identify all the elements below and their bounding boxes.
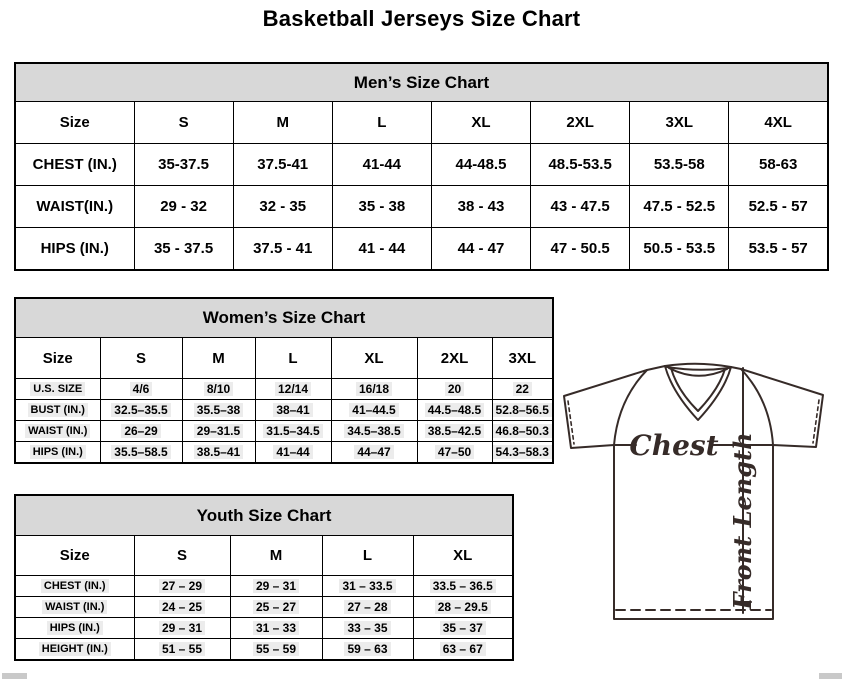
front-length-label: Front Length: [728, 432, 757, 610]
collar-band-line: [667, 367, 729, 370]
vneck-inner: [671, 368, 725, 411]
column-header: L: [332, 102, 431, 144]
table-row: [15, 298, 553, 338]
cell: 31 – 33: [230, 618, 322, 639]
column-header: S: [100, 338, 182, 379]
column-header: 2XL: [417, 338, 492, 379]
row-label: HEIGHT (IN.): [15, 639, 134, 661]
table-row: [15, 63, 828, 102]
cell: 47.5 - 52.5: [630, 186, 729, 228]
row-label: CHEST (IN.): [15, 144, 134, 186]
cell: 29 – 31: [230, 576, 322, 597]
cell: 34.5–38.5: [331, 421, 417, 442]
table-row: [15, 228, 828, 271]
cell: 53.5-58: [630, 144, 729, 186]
column-header: XL: [413, 536, 513, 576]
cell: 52.8–56.5: [492, 400, 553, 421]
cell: 38 - 43: [431, 186, 530, 228]
table-row: [15, 576, 513, 597]
chest-label: Chest: [629, 429, 719, 462]
womens-size-chart-table: [14, 297, 554, 464]
table-row: [15, 102, 828, 144]
page-fragment-right: [819, 673, 842, 679]
column-header: S: [134, 536, 230, 576]
table-row: [15, 379, 553, 400]
cell: 50.5 - 53.5: [630, 228, 729, 271]
table-row: [15, 400, 553, 421]
collar-back-line: [665, 364, 731, 367]
cell: 44.5–48.5: [417, 400, 492, 421]
table-row: [15, 639, 513, 661]
table-row: [15, 618, 513, 639]
cell: 38.5–41: [182, 442, 255, 464]
cell: 44 - 47: [431, 228, 530, 271]
cell: 58-63: [729, 144, 828, 186]
column-header: 2XL: [531, 102, 630, 144]
cell: 4/6: [100, 379, 182, 400]
jersey-measurement-diagram: [550, 358, 838, 626]
table-row: [15, 495, 513, 536]
column-header: L: [255, 338, 331, 379]
womens-chart-title: Women’s Size Chart: [15, 298, 553, 338]
cell: 35 – 37: [413, 618, 513, 639]
cell: 51 – 55: [134, 639, 230, 661]
cell: 33 – 35: [322, 618, 413, 639]
row-label: BUST (IN.): [15, 400, 100, 421]
table-row: [15, 144, 828, 186]
page-title: Basketball Jerseys Size Chart: [262, 6, 581, 31]
cell: 32 - 35: [233, 186, 332, 228]
cell: 33.5 – 36.5: [413, 576, 513, 597]
column-header: 3XL: [630, 102, 729, 144]
cell: 53.5 - 57: [729, 228, 828, 271]
cell: 55 – 59: [230, 639, 322, 661]
column-header: 3XL: [492, 338, 553, 379]
row-label: HIPS (IN.): [15, 228, 134, 271]
cell: 35-37.5: [134, 144, 233, 186]
table-row: [15, 442, 553, 464]
cell: 35 - 38: [332, 186, 431, 228]
youth-chart-title: Youth Size Chart: [15, 495, 513, 536]
row-label: WAIST (IN.): [15, 421, 100, 442]
column-header: M: [233, 102, 332, 144]
cell: 47–50: [417, 442, 492, 464]
cell: 37.5 - 41: [233, 228, 332, 271]
jersey-diagram-svg: [550, 358, 838, 626]
cell: 22: [492, 379, 553, 400]
cell: 35 - 37.5: [134, 228, 233, 271]
cell: 47 - 50.5: [531, 228, 630, 271]
row-label: U.S. SIZE: [15, 379, 100, 400]
cell: 41-44: [332, 144, 431, 186]
table-row: [15, 186, 828, 228]
column-header: 4XL: [729, 102, 828, 144]
column-header: XL: [331, 338, 417, 379]
cell: 32.5–35.5: [100, 400, 182, 421]
page-fragment-left: [2, 673, 27, 679]
youth-size-chart-table: [14, 494, 514, 661]
cell: 24 – 25: [134, 597, 230, 618]
cell: 25 – 27: [230, 597, 322, 618]
table-row: [15, 536, 513, 576]
cell: 28 – 29.5: [413, 597, 513, 618]
cell: 44–47: [331, 442, 417, 464]
cell: 37.5-41: [233, 144, 332, 186]
cell: 31 – 33.5: [322, 576, 413, 597]
cell: 41–44: [255, 442, 331, 464]
cell: 38–41: [255, 400, 331, 421]
cell: 29 - 32: [134, 186, 233, 228]
mens-chart-title: Men’s Size Chart: [15, 63, 828, 102]
mens-size-chart-table: [14, 62, 829, 271]
cell: 27 – 29: [134, 576, 230, 597]
table-row: [15, 597, 513, 618]
column-header: Size: [15, 338, 100, 379]
cell: 35.5–58.5: [100, 442, 182, 464]
cell: 26–29: [100, 421, 182, 442]
cell: 48.5-53.5: [531, 144, 630, 186]
cell: 63 – 67: [413, 639, 513, 661]
cell: 35.5–38: [182, 400, 255, 421]
table-row: [15, 338, 553, 379]
cell: 46.8–50.3: [492, 421, 553, 442]
cell: 52.5 - 57: [729, 186, 828, 228]
cell: 41–44.5: [331, 400, 417, 421]
jersey-outline: [564, 366, 823, 619]
column-header: L: [322, 536, 413, 576]
cell: 29 – 31: [134, 618, 230, 639]
row-label: WAIST(IN.): [15, 186, 134, 228]
cell: 43 - 47.5: [531, 186, 630, 228]
column-header: Size: [15, 536, 134, 576]
cell: 31.5–34.5: [255, 421, 331, 442]
column-header: M: [182, 338, 255, 379]
row-label: WAIST (IN.): [15, 597, 134, 618]
cell: 59 – 63: [322, 639, 413, 661]
cell: 41 - 44: [332, 228, 431, 271]
cell: 8/10: [182, 379, 255, 400]
cell: 16/18: [331, 379, 417, 400]
cell: 54.3–58.3: [492, 442, 553, 464]
table-row: [15, 421, 553, 442]
cell: 20: [417, 379, 492, 400]
cell: 38.5–42.5: [417, 421, 492, 442]
row-label: CHEST (IN.): [15, 576, 134, 597]
cell: 29–31.5: [182, 421, 255, 442]
cell: 44-48.5: [431, 144, 530, 186]
column-header: S: [134, 102, 233, 144]
row-label: HIPS (IN.): [15, 442, 100, 464]
column-header: M: [230, 536, 322, 576]
cell: 12/14: [255, 379, 331, 400]
row-label: HIPS (IN.): [15, 618, 134, 639]
cell: 27 – 28: [322, 597, 413, 618]
column-header: Size: [15, 102, 134, 144]
column-header: XL: [431, 102, 530, 144]
